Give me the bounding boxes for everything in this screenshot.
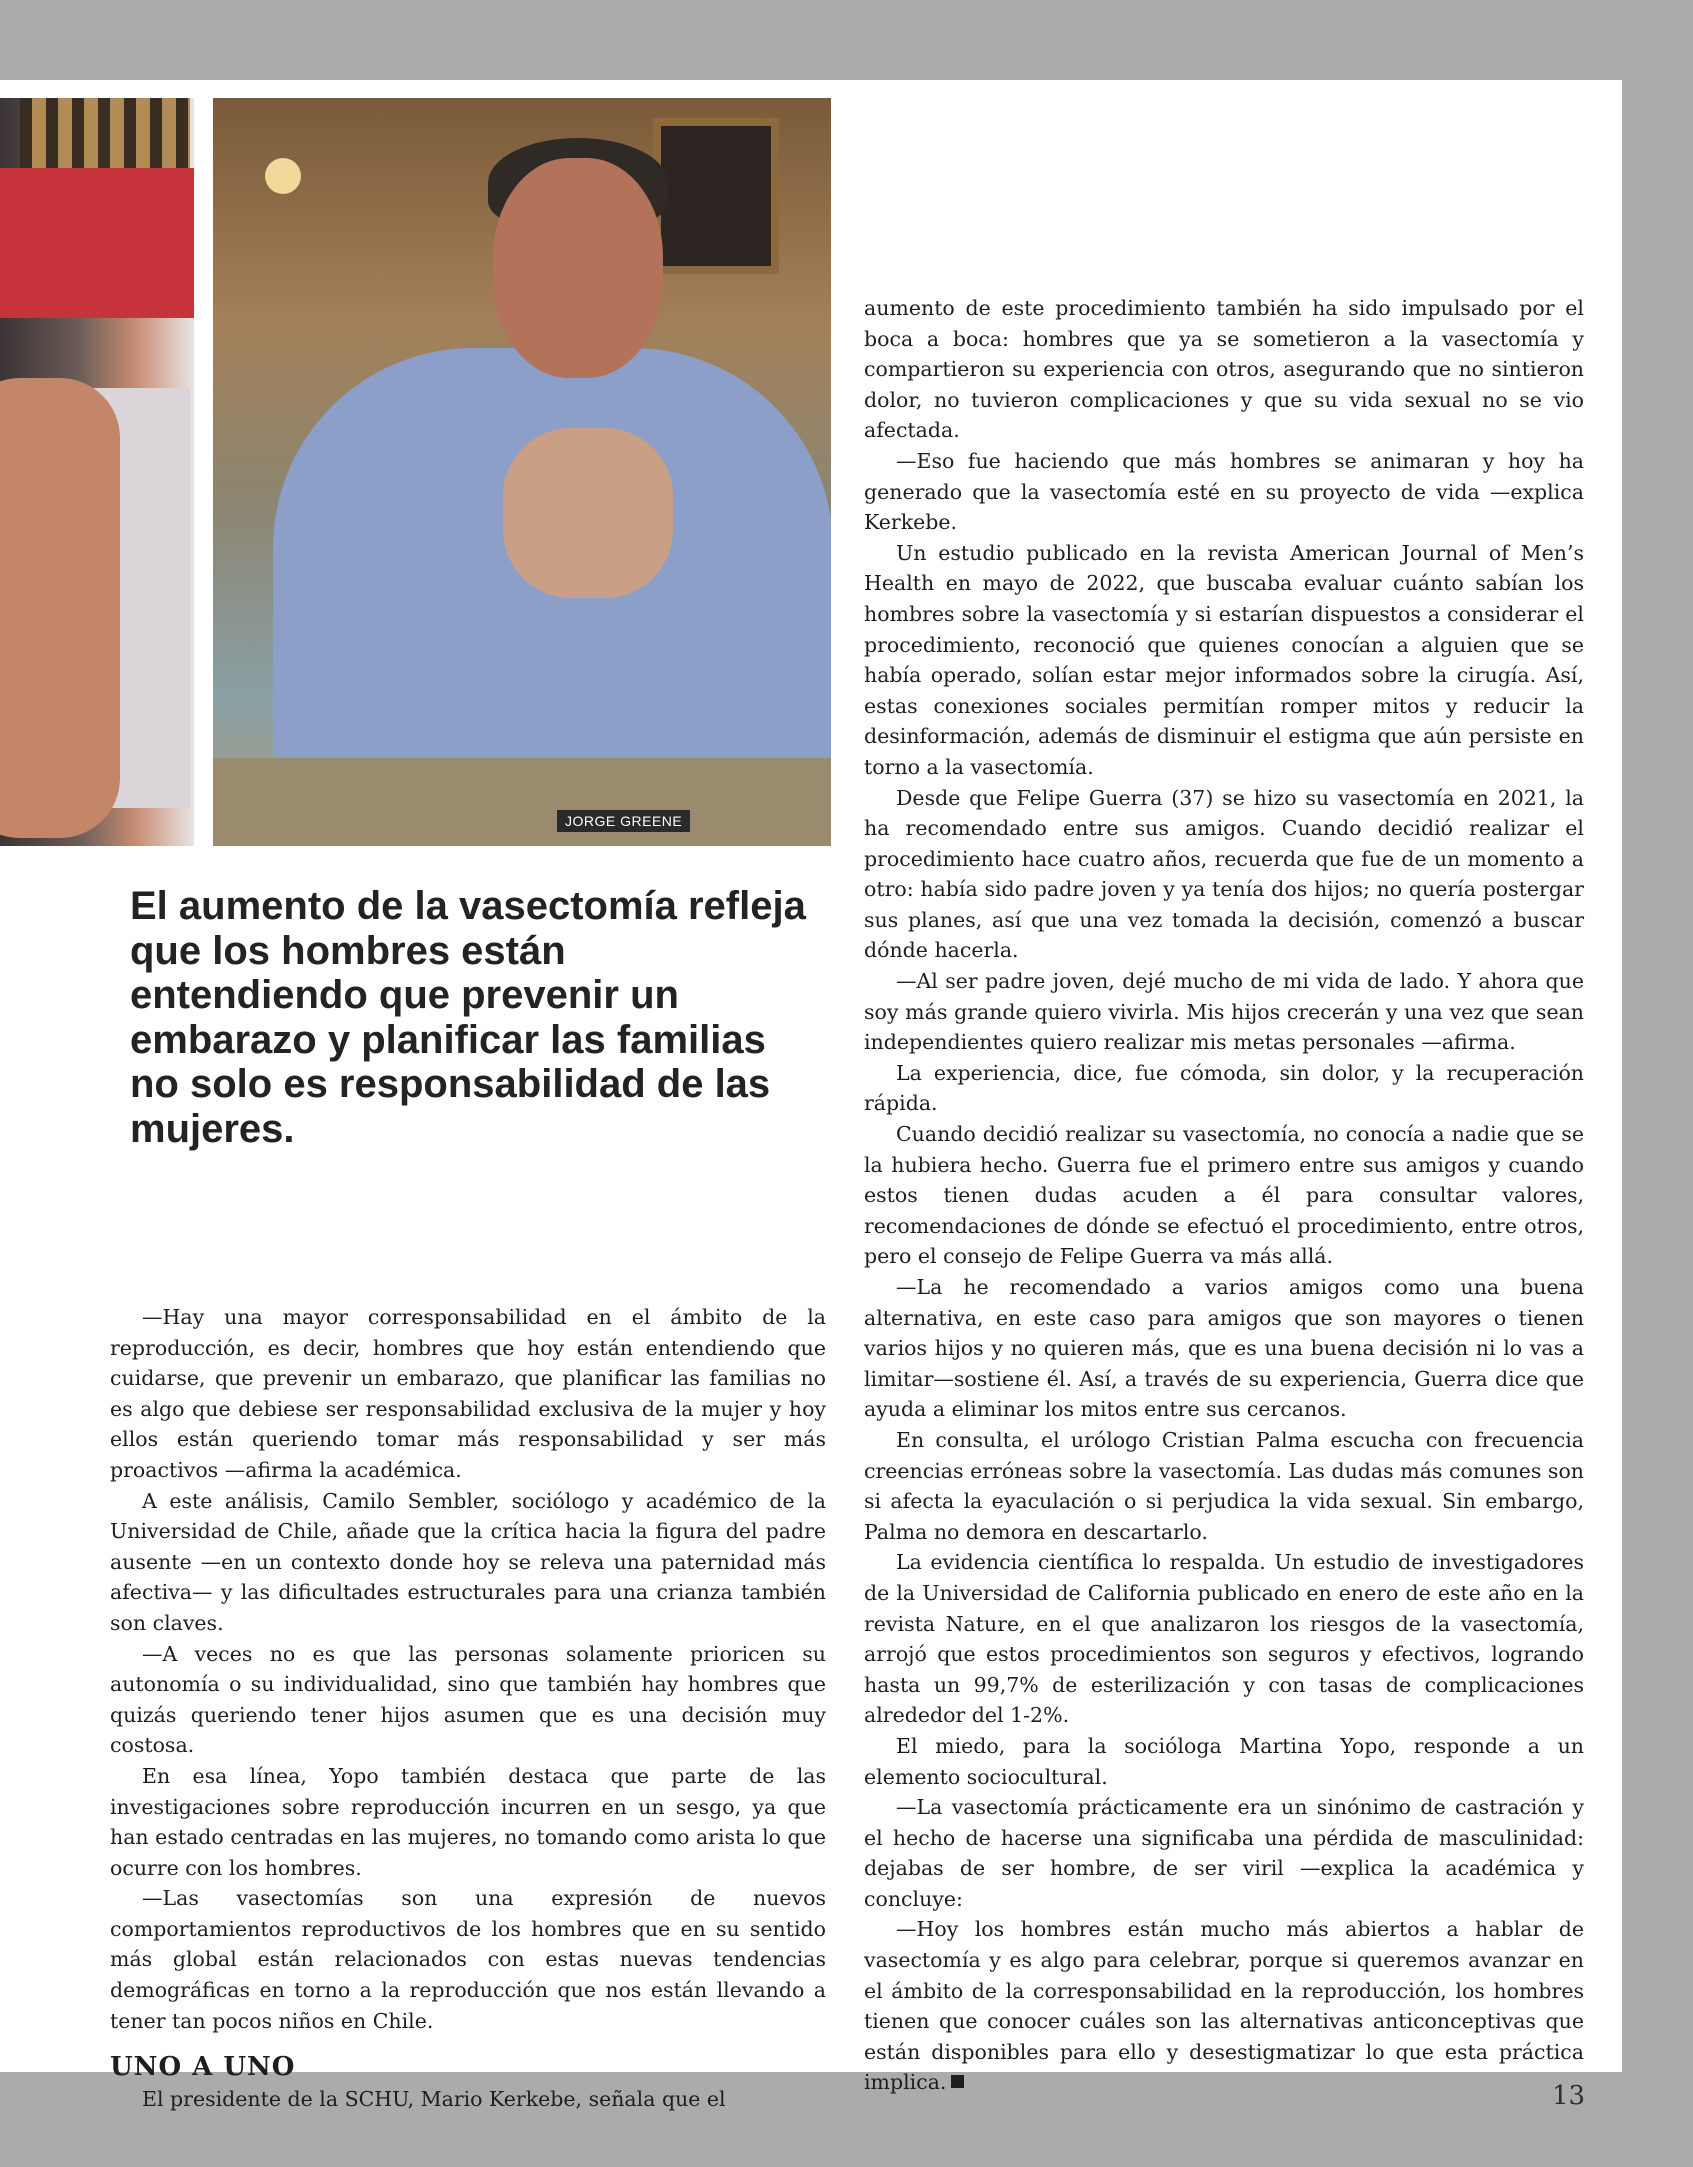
photo-left-cropped (0, 98, 194, 846)
lamp-graphic (265, 158, 301, 194)
paragraph: A este análisis, Camilo Sembler, sociólogo y académico de la Universidad de Chile, añade que la crítica hacia la figura del padre ausente —en un contexto donde hoy se releva una paternidad más afectiva— y las dificultades estructurales para una crianza también son claves. (110, 1488, 826, 1635)
paragraph: En consulta, el urólogo Cristian Palma escucha con frecuencia creencias erróneas sobre la vasectomía. Las dudas más comunes son si afecta la eyaculación o si perjudica la vida sexual. Sin embargo, Palma no demora en descartarlo. (864, 1427, 1584, 1544)
paragraph-continued: aumento de este procedimiento también ha sido impulsado por el boca a boca: hombres que ya se sometieron a la vasectomía y compartieron su experiencia con otros, asegurando que no sintieron dolor, no tuvieron complicaciones y que su vida sexual no se vio afectada. (864, 296, 1584, 443)
trophy-shelf-graphic (20, 98, 190, 168)
paragraph: Desde que Felipe Guerra (37) se hizo su vasectomía en 2021, la ha recomendado entre sus amigos. Cuando decidió realizar el procedimiento hace cuatro años, recuerda que fue de un momento a otro: había sido padre joven y ya tenía dos hijos; no quería postergar sus planes, así que una vez tomada la decisión, comenzó a buscar dónde hacerla. (864, 785, 1584, 963)
section-subhead: UNO A UNO (110, 2052, 296, 2083)
clasped-hands-graphic (503, 428, 673, 598)
pull-quote: El aumento de la vasectomía refleja que los hombres están entendiendo que prevenir un embarazo y planificar las familias no solo es responsabilidad de las mujeres. (130, 884, 806, 1151)
paragraph: —La vasectomía prácticamente era un sinónimo de castración y el hecho de hacerse una significaba una pérdida de masculinidad: dejabas de ser hombre, de ser viril —explica la académica y concluye: (864, 1795, 1584, 1911)
paragraph: Un estudio publicado en la revista American Journal of Men’s Health en mayo de 2022, que buscaba evaluar cuánto sabían los hombres sobre la vasectomía y si estarían dispuestos a considerar el procedimiento, reconoció que quienes conocían a alguien que se había operado, solían estar mejor informados sobre la cirugía. Así, estas conexiones sociales permitían romper mitos y reducir la desinformación, además de disminuir el estigma que aún persiste en torno a la vasectomía. (864, 540, 1584, 779)
paragraph: —Eso fue haciendo que más hombres se animaran y hoy ha generado que la vasectomía esté en su proyecto de vida —explica Kerkebe. (864, 448, 1584, 535)
paragraph-final (864, 1914, 1584, 2098)
face-graphic (493, 158, 663, 378)
paragraph: Cuando decidió realizar su vasectomía, no conocía a nadie que se la hubiera hecho. Guerra fue el primero entre sus amigos y cuando estos tienen dudas acuden a él para consultar valores, recomendaciones de dónde se efectuó el procedimiento, entre otros, pero el consejo de Felipe Guerra va más allá. (864, 1122, 1584, 1269)
page-number: 13 (1552, 2081, 1586, 2111)
paragraph: —A veces no es que las personas solamente prioricen su autonomía o su individualidad, sino que también hay hombres que quizás queriendo tener hijos asumen que es una decisión muy costosa. (110, 1641, 826, 1758)
paragraph: —La he recomendado a varios amigos como una buena alternativa, en este caso para amigos que son mayores o tienen varios hijos y no quieren más, que es una buena decisión ni lo vas a limitar—sostiene él. Así, a través de su experiencia, Guerra dice que ayuda a eliminar los mitos entre sus cercanos. (864, 1275, 1584, 1422)
paragraph: En esa línea, Yopo también destaca que parte de las investigaciones sobre reproducción incurren en un sesgo, ya que han estado centradas en las mujeres, no tomando como arista lo que ocurre con los hombres. (110, 1763, 826, 1880)
article-column-right (864, 293, 1584, 2098)
paragraph: El miedo, para la socióloga Martina Yopo, responde a un elemento sociocultural. (864, 1733, 1584, 1789)
photo-credit: JORGE GREENE (557, 810, 690, 832)
arm-graphic (0, 378, 120, 838)
table-graphic (213, 758, 831, 846)
paragraph: La evidencia científica lo respalda. Un estudio de investigadores de la Universidad de California publicado en enero de este año en la revista Nature, en el que analizaron los riesgos de la vasectomía, arrojó que estos procedimientos son seguros y efectivos, logrando hasta un 99,7% de esterilización y con tasas de complicaciones alrededor del 1-2%. (864, 1550, 1584, 1728)
paragraph: El presidente de la SCHU, Mario Kerkebe, señala que el (142, 2087, 726, 2112)
red-wall-graphic (0, 168, 194, 318)
paragraph: La experiencia, dice, fue cómoda, sin dolor, y la recuperación rápida. (864, 1060, 1584, 1116)
final-text: —Hoy los hombres están mucho más abiertos a hablar de vasectomía y es algo para celebrar, porque si queremos avanzar en el ámbito de la corresponsabilidad en la reproducción, los hombres tienen que conocer cuáles son las alternativas anticonceptivas que están disponibles para ello y desestigmatizar lo que esta práctica implica. (864, 1917, 1584, 2095)
paragraph: —Al ser padre joven, dejé mucho de mi vida de lado. Y ahora que soy más grande quiero vivirla. Mis hijos crecerán y una vez que sean independientes quiero realizar mis metas personales —afirma. (864, 969, 1584, 1055)
photo-portrait (213, 98, 831, 846)
end-mark-icon (951, 2075, 964, 2088)
paragraph: —Hay una mayor corresponsabilidad en el ámbito de la reproducción, es decir, hombres que hoy están entendiendo que cuidarse, que prevenir un embarazo, que planificar las familias no es algo que debiese ser responsabilidad exclusiva de la mujer y hoy ellos están queriendo tomar más responsabilidad y ser más proactivos —afirma la académica. (110, 1305, 826, 1482)
article-column-left (110, 1302, 826, 2115)
paragraph: —Las vasectomías son una expresión de nuevos comportamientos reproductivos de los hombres que en su sentido más global están relacionados con estas nuevas tendencias demográficas en torno a la reproducción que nos están llevando a tener tan pocos niños en Chile. (110, 1886, 826, 2033)
wall-frame-graphic (653, 118, 779, 274)
